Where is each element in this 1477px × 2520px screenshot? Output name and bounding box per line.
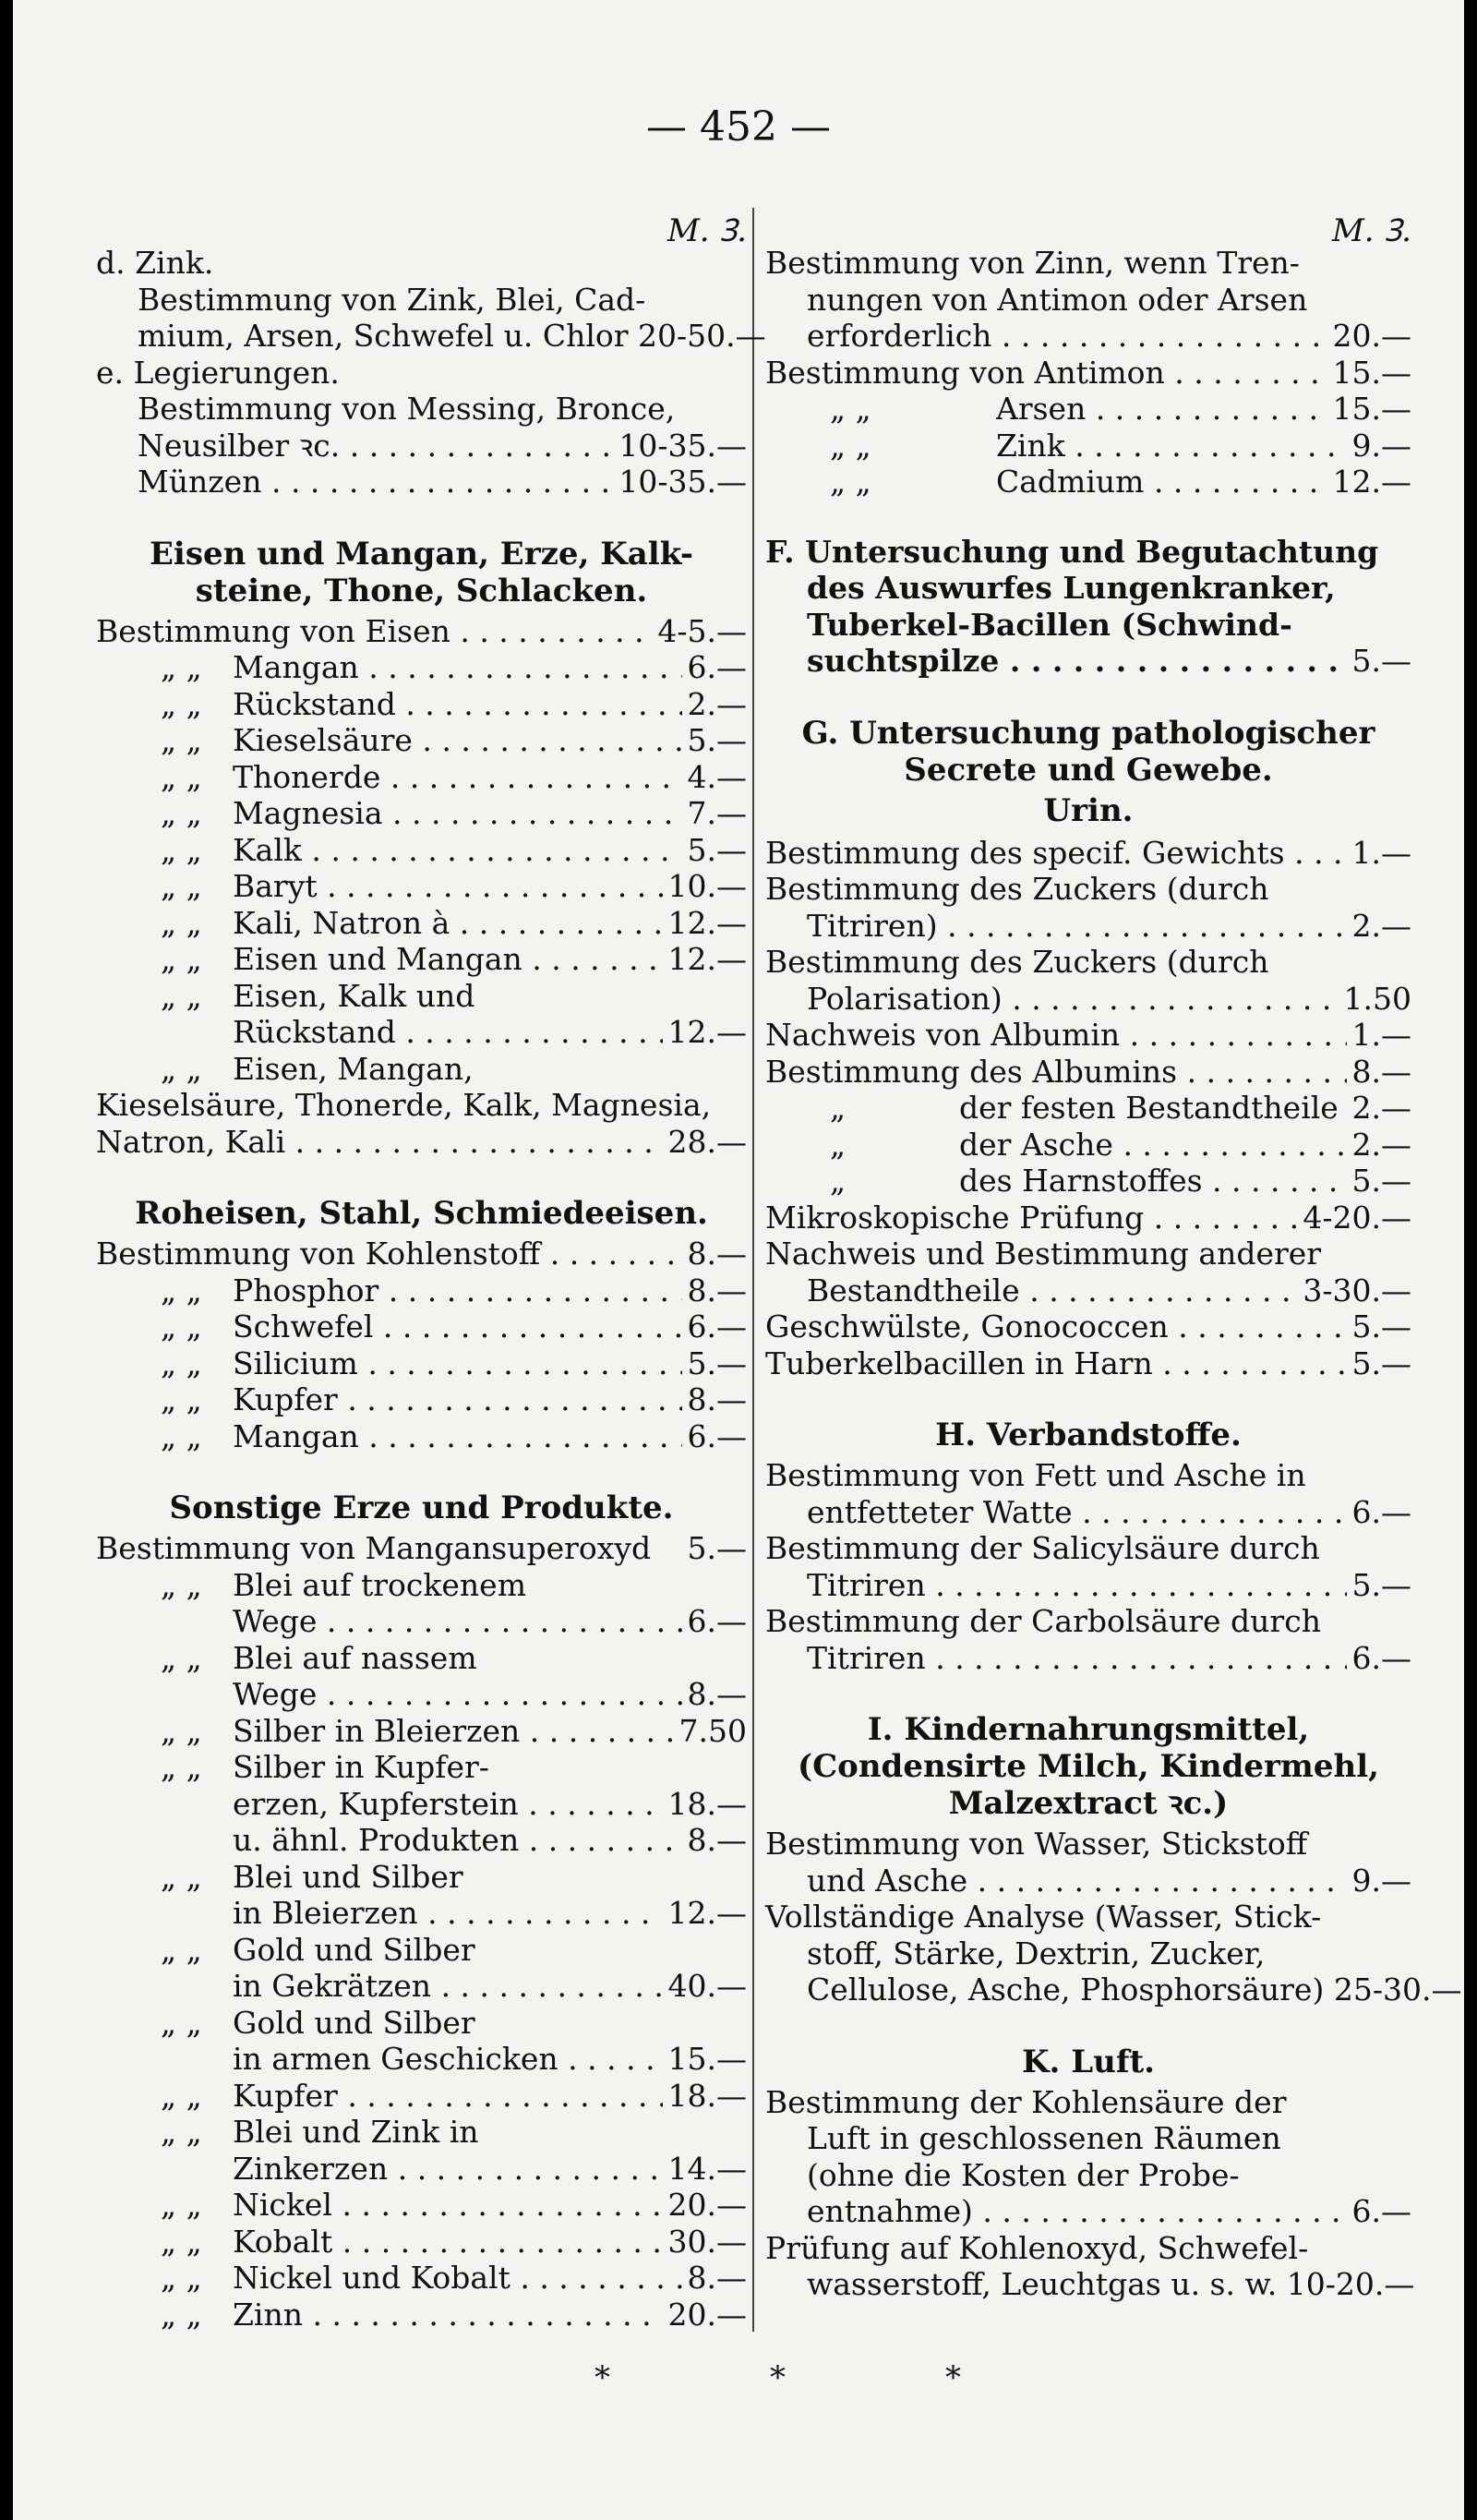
price-row (96, 868, 747, 905)
title-line: Malzextract ꝛc.) (948, 1785, 1229, 1822)
item-name: Bestimmung von Eisen . . . (96, 613, 652, 650)
item-name: Kali, Natron à . . . (233, 905, 663, 942)
price-row (96, 2151, 747, 2188)
item-price: 5.— (687, 722, 747, 758)
item-price: 2.— (1351, 1126, 1411, 1163)
item-price: 4-5.— (657, 612, 747, 649)
asterisk-mark: * (945, 2359, 961, 2396)
ditto-mark: „ „ (161, 685, 202, 722)
section-title-F: Tuberkel-Bacillen (Schwind- (807, 606, 1292, 643)
price-row (765, 1054, 1411, 1091)
ditto-mark: „ „ (161, 1272, 202, 1308)
item-name: in Bleierzen . . . (233, 1895, 663, 1932)
price-row (765, 1090, 1411, 1127)
ditto-mark: „ „ (830, 391, 871, 427)
iron-items-list (96, 649, 747, 978)
title-line: I. Kindernahrungsmittel, (867, 1711, 1310, 1748)
title-line: G. Untersuchung pathologischer (801, 714, 1375, 752)
item-name: Eisen, Kalk und (233, 977, 475, 1014)
text-line: mium, Arsen, Schwefel u. Chlor 20-50.— (138, 318, 766, 354)
text-line: Bestimmung der Kohlensäure der (765, 2083, 1287, 2120)
item-price: 8.— (687, 1272, 747, 1308)
price-row (96, 2260, 747, 2297)
price-row (765, 464, 1411, 500)
section-title-K: K. Luft. (1021, 2043, 1156, 2080)
item-price: 9.— (1351, 427, 1411, 464)
section-title-pig-iron: Roheisen, Stahl, Schmiedeeisen. (135, 1195, 708, 1232)
price-row (96, 1786, 747, 1823)
price-row (96, 613, 747, 650)
item-price: 8.— (687, 2260, 747, 2296)
ditto-mark: „ „ (161, 1712, 202, 1749)
price-row (96, 464, 747, 500)
item-name: Titriren) . . . (807, 908, 1347, 945)
ditto-mark: „ „ (830, 464, 871, 500)
item-price: 5.— (1351, 643, 1411, 679)
unit-header-right: M. Ꝫ. (1331, 212, 1411, 249)
price-row (96, 1603, 747, 1640)
price-row (96, 1968, 747, 2005)
item-name: Tuberkelbacillen in Harn . . . (765, 1345, 1347, 1382)
item-price: 12.— (667, 1895, 747, 1931)
section-title-I (765, 1711, 1411, 1822)
ditto-mark: „ „ (161, 1931, 202, 1968)
item-name: Silicium . . . (233, 1345, 682, 1382)
item-name: Nickel . . . (233, 2187, 663, 2224)
item-price: 5.— (1351, 1163, 1411, 1199)
price-row (96, 905, 747, 942)
item-name: Kieselsäure . . . (233, 722, 682, 759)
item-price: 7.— (687, 795, 747, 831)
item-price: 2.— (687, 685, 747, 722)
item-price: 1.— (1351, 834, 1411, 871)
item-name: Geschwülste, Gonococcen . . . (765, 1308, 1347, 1345)
section-title-F: des Auswurfes Lungenkranker, (807, 570, 1336, 606)
text-line (96, 978, 747, 1015)
item-name: Mangan . . . (233, 649, 682, 686)
price-row (96, 1236, 747, 1272)
price-row (96, 1418, 747, 1455)
item-name: erzen, Kupferstein . . . (233, 1786, 663, 1823)
item-price: 14.— (667, 2150, 747, 2187)
item-name: Titriren . . . (807, 1640, 1347, 1677)
item-name: Mikroskopische Prüfung . . . (765, 1200, 1297, 1236)
item-name: Magnesia . . . (233, 795, 682, 832)
item-price: 5.— (687, 1344, 747, 1381)
price-row (96, 1345, 747, 1382)
item-name: Baryt . . . (233, 868, 663, 905)
subsection-title-urine: Urin. (1043, 791, 1134, 829)
item-name: Eisen und Mangan . . . (233, 941, 663, 978)
ditto-mark: „ „ (161, 2260, 202, 2296)
title-line: Secrete und Gewebe. (904, 751, 1273, 789)
item-price: 6.— (1351, 2193, 1411, 2229)
price-row (765, 1863, 1411, 1899)
text-line: Bestimmung von Zinn, wenn Tren- (765, 245, 1300, 281)
price-row (765, 1272, 1411, 1309)
price-row (765, 1345, 1411, 1382)
text-line: Prüfung auf Kohlenoxyd, Schwefel- (765, 2229, 1309, 2266)
book-page (13, 0, 1464, 2520)
item-name: in armen Geschicken . . . (233, 2041, 663, 2078)
item-name: Blei auf trockenem (233, 1566, 526, 1603)
item-price: 10-35.— (618, 464, 747, 500)
price-row (765, 1567, 1411, 1604)
item-price: 18.— (667, 1785, 747, 1822)
section-title-G (765, 715, 1411, 789)
item-name: Zinn . . . (233, 2297, 663, 2333)
item-name: Thonerde . . . (233, 759, 682, 796)
item-name: und Asche . . . (807, 1863, 1347, 1899)
text-line: Bestimmung des Zuckers (durch (765, 871, 1269, 907)
item-name: erforderlich . . . (807, 318, 1327, 355)
item-name: u. ähnl. Produkten . . . (233, 1822, 682, 1859)
price-row (96, 2187, 747, 2224)
ditto-mark: „ „ (161, 1381, 202, 1417)
ditto-mark: „ „ (161, 1344, 202, 1381)
ditto-mark: „ „ (161, 1050, 202, 1087)
ditto-mark: „ „ (161, 649, 202, 685)
text-line (96, 1640, 747, 1677)
text-line: Bestimmung der Carbolsäure durch (765, 1603, 1321, 1639)
ditto-mark: „ „ (161, 1308, 202, 1344)
item-name: der festen Bestandtheile . . . (959, 1090, 1347, 1127)
item-name: des Harnstoffes . . . (959, 1163, 1347, 1200)
item-price: 3-30.— (1303, 1272, 1411, 1308)
item-price: 30.— (667, 2223, 747, 2260)
section-heading-alloys: e. Legierungen. (96, 354, 340, 391)
title-line: Eisen und Mangan, Erze, Kalk- (149, 535, 694, 573)
ditto-mark: „ „ (161, 1417, 202, 1454)
ditto-mark: „ (830, 1163, 847, 1199)
ditto-mark: „ „ (830, 427, 871, 464)
ditto-mark: „ „ (161, 2004, 202, 2041)
item-name: Blei auf nassem (233, 1639, 477, 1676)
left-column (96, 208, 766, 2333)
item-price: 10-35.— (618, 427, 747, 464)
item-price: 5.— (687, 1530, 747, 1566)
ditto-mark: „ (830, 1090, 847, 1126)
item-price: 12.— (1332, 464, 1411, 500)
price-row (96, 722, 747, 759)
ditto-mark: „ „ (161, 831, 202, 868)
item-name: Polarisation) . . . (807, 981, 1339, 1018)
price-row (765, 318, 1411, 355)
item-price: 5.— (1351, 1566, 1411, 1603)
ditto-mark: „ „ (161, 2114, 202, 2150)
pig-iron-items-list (96, 1272, 747, 1455)
item-name: Wege . . . (233, 1603, 682, 1640)
text-line: Bestimmung von Zink, Blei, Cad- (138, 281, 646, 318)
item-price: 20.— (667, 2187, 747, 2223)
section-title-iron (96, 536, 747, 609)
text-line (96, 1051, 747, 1088)
ditto-mark: „ „ (161, 2223, 202, 2260)
price-row (96, 832, 747, 869)
item-name: Kobalt . . . (233, 2224, 663, 2261)
text-line: Bestimmung von Messing, Bronce, (138, 391, 676, 427)
ditto-mark: „ „ (161, 1639, 202, 1676)
item-name: Kalk . . . (233, 832, 682, 869)
item-name: Gold und Silber (233, 1931, 475, 1968)
item-price: 12.— (667, 941, 747, 977)
item-price: 4-20.— (1303, 1199, 1411, 1236)
text-line: Kieselsäure, Thonerde, Kalk, Magnesia, (96, 1087, 712, 1123)
item-price: 8.— (687, 1676, 747, 1712)
item-price: 10.— (667, 868, 747, 904)
item-price: 6.— (1351, 1493, 1411, 1530)
item-price: 6.— (687, 649, 747, 685)
price-row (96, 686, 747, 723)
item-price: 9.— (1351, 1862, 1411, 1899)
ditto-mark: „ (830, 1126, 847, 1163)
section-title-H: H. Verbandstoffe. (935, 1417, 1242, 1453)
text-line: Luft in geschlossenen Räumen (807, 2120, 1281, 2156)
ditto-mark: „ „ (161, 1749, 202, 1785)
text-line: stoff, Stärke, Dextrin, Zucker, (807, 1935, 1266, 1971)
title-line: steine, Thone, Schlacken. (195, 572, 648, 609)
item-price: 15.— (1332, 391, 1411, 427)
item-price: 8.— (1351, 1053, 1411, 1090)
ditto-mark: „ „ (161, 1858, 202, 1895)
price-row (765, 355, 1411, 392)
text-line: Bestimmung von Wasser, Stickstoff (765, 1826, 1308, 1862)
item-price: 28.— (667, 1123, 747, 1160)
item-price: 1.— (1351, 1017, 1411, 1053)
text-line (96, 2114, 747, 2151)
price-row (96, 428, 747, 464)
item-name: Phosphor . . . (233, 1272, 682, 1309)
item-name: Neusilber ꝛc. . . . (138, 428, 613, 464)
text-line: Bestimmung des Zuckers (durch (765, 944, 1269, 980)
price-row (96, 649, 747, 686)
item-name: Kupfer . . . (233, 2078, 663, 2115)
text-line (96, 1932, 747, 1969)
text-line: (ohne die Kosten der Probe- (807, 2156, 1240, 2193)
item-price: 8.— (687, 1236, 747, 1272)
price-row (765, 391, 1411, 428)
item-price: 12.— (667, 904, 747, 941)
ditto-mark: „ „ (161, 795, 202, 831)
ditto-mark: „ „ (161, 1566, 202, 1603)
item-price: 2.— (1351, 1090, 1411, 1126)
item-price: 2.— (1351, 907, 1411, 944)
item-price: 4.— (687, 758, 747, 795)
item-name: Mangan . . . (233, 1418, 682, 1455)
ditto-mark: „ „ (161, 977, 202, 1014)
title-line: (Condensirte Milch, Kindermehl, (798, 1748, 1379, 1785)
ditto-mark: „ „ (161, 2296, 202, 2333)
ditto-mark: „ „ (161, 758, 202, 795)
price-row (96, 1713, 747, 1750)
item-price: 20.— (1332, 318, 1411, 354)
section-heading-zinc: d. Zink. (96, 245, 214, 281)
item-name: Bestimmung des specif. Gewichts . . . (765, 835, 1347, 872)
item-price: 5.— (1351, 1344, 1411, 1381)
item-name: entfetteter Watte . . . (807, 1494, 1347, 1531)
item-price: 8.— (687, 1822, 747, 1858)
item-name: Gold und Silber (233, 2004, 475, 2041)
price-row (96, 2224, 747, 2261)
item-price: 6.— (687, 1308, 747, 1344)
price-row (765, 1017, 1411, 1054)
ditto-mark: „ „ (161, 722, 202, 758)
text-line: Vollständige Analyse (Wasser, Stick- (765, 1899, 1322, 1935)
item-price: 6.— (687, 1603, 747, 1639)
item-price: 40.— (667, 1968, 747, 2004)
item-price: 8.— (687, 1381, 747, 1417)
price-row (765, 428, 1411, 464)
text-line: Nachweis und Bestimmung anderer (765, 1236, 1322, 1272)
text-line: Bestimmung der Salicylsäure durch (765, 1530, 1320, 1566)
item-name: Zinkerzen . . . (233, 2151, 663, 2188)
item-price: 20.— (667, 2296, 747, 2333)
ditto-mark: „ „ (161, 904, 202, 941)
text-line (96, 2005, 747, 2042)
item-price: 1.50 (1343, 980, 1411, 1017)
section-title-F: F. Untersuchung und Begutachtung (765, 533, 1379, 570)
item-name: Eisen, Mangan, (233, 1050, 474, 1087)
price-row (96, 759, 747, 796)
item-name: Silber in Kupfer- (233, 1749, 489, 1785)
ditto-mark: „ „ (161, 941, 202, 977)
text-line: Cellulose, Asche, Phosphorsäure) 25-30.— (807, 1971, 1462, 2008)
item-name: Natron, Kali . . . (96, 1124, 663, 1161)
price-row (765, 1640, 1411, 1677)
item-name: Arsen . . . (996, 391, 1327, 428)
section-title-other-ores: Sonstige Erze und Produkte. (169, 1489, 674, 1526)
item-name: Zink . . . (996, 428, 1347, 464)
text-line: wasserstoff, Leuchtgas u. s. w. 10-20.— (807, 2266, 1415, 2302)
ditto-mark: „ „ (161, 868, 202, 904)
price-row (96, 2078, 747, 2115)
item-name: Titriren . . . (807, 1567, 1347, 1604)
price-row (765, 1494, 1411, 1531)
price-row (96, 1272, 747, 1309)
price-row (765, 643, 1411, 680)
text-line (96, 1859, 747, 1896)
item-name: Wege . . . (233, 1676, 682, 1713)
item-name: Bestimmung von Kohlenstoff . . . (96, 1236, 682, 1272)
price-row (765, 2193, 1411, 2230)
text-line (96, 1749, 747, 1786)
price-row (765, 1308, 1411, 1345)
price-row (765, 835, 1411, 872)
item-price: 7.50 (678, 1712, 747, 1749)
price-row (765, 908, 1411, 945)
price-row (96, 1676, 747, 1713)
item-name: in Gekrätzen . . . (233, 1968, 663, 2005)
price-row (96, 1381, 747, 1418)
price-row (96, 2041, 747, 2078)
text-line: nungen von Antimon oder Arsen (807, 281, 1308, 318)
item-name: Silber in Bleierzen . . . (233, 1713, 674, 1750)
ore-items-list (96, 1567, 747, 2333)
right-column (765, 208, 1462, 2303)
item-name: Nachweis von Albumin . . . (765, 1017, 1347, 1054)
price-row (96, 1308, 747, 1345)
item-name: Blei und Silber (233, 1858, 463, 1895)
item-name: Blei und Zink in (233, 2114, 479, 2150)
item-name: Bestimmung von Mangansuperoxyd (96, 1530, 652, 1566)
text-line: Bestimmung von Fett und Asche in (765, 1457, 1306, 1493)
item-name: Cadmium . . . (996, 464, 1327, 500)
price-row (96, 795, 747, 832)
item-name: suchtspilze . . . (807, 643, 1347, 680)
unit-header-left: M. Ꝫ. (666, 212, 747, 249)
item-price: 18.— (667, 2077, 747, 2114)
item-price: 12.— (667, 1014, 747, 1050)
item-price: 5.— (1351, 1308, 1411, 1344)
price-row (96, 1124, 747, 1161)
asterisk-mark: * (594, 2359, 610, 2396)
price-row (96, 1530, 747, 1567)
item-name: Rückstand . . . (233, 1014, 663, 1051)
item-name: Schwefel . . . (233, 1308, 682, 1345)
price-row (765, 1200, 1411, 1236)
item-name: Nickel und Kobalt . . . (233, 2260, 682, 2297)
ditto-mark: „ „ (161, 2187, 202, 2223)
item-price: 6.— (687, 1417, 747, 1454)
item-name: Kupfer . . . (233, 1381, 682, 1418)
item-name: entnahme) . . . (807, 2193, 1347, 2230)
price-row (765, 981, 1411, 1018)
page-number: — 452 — (646, 103, 831, 151)
price-row (96, 1014, 747, 1051)
item-name: Bestimmung des Albumins . . . (765, 1054, 1347, 1091)
item-price: 6.— (1351, 1639, 1411, 1676)
column-divider (752, 208, 754, 2332)
item-name: Bestandtheile . . . (807, 1272, 1297, 1309)
item-name: Bestimmung von Antimon . . . (765, 355, 1327, 392)
asterisk-mark: * (770, 2359, 786, 2396)
text-line (96, 1567, 747, 1604)
price-row (765, 1127, 1411, 1164)
item-name: Münzen . . . (138, 464, 613, 500)
price-row (765, 1163, 1411, 1200)
ditto-mark: „ „ (161, 2077, 202, 2114)
item-price: 5.— (687, 831, 747, 868)
price-row (96, 1822, 747, 1859)
item-name: Rückstand . . . (233, 686, 682, 723)
item-price: 15.— (667, 2041, 747, 2077)
price-row (96, 941, 747, 978)
price-row (96, 2297, 747, 2333)
price-row (96, 1895, 747, 1932)
item-name: der Asche . . . (959, 1127, 1347, 1164)
item-price: 15.— (1332, 354, 1411, 391)
